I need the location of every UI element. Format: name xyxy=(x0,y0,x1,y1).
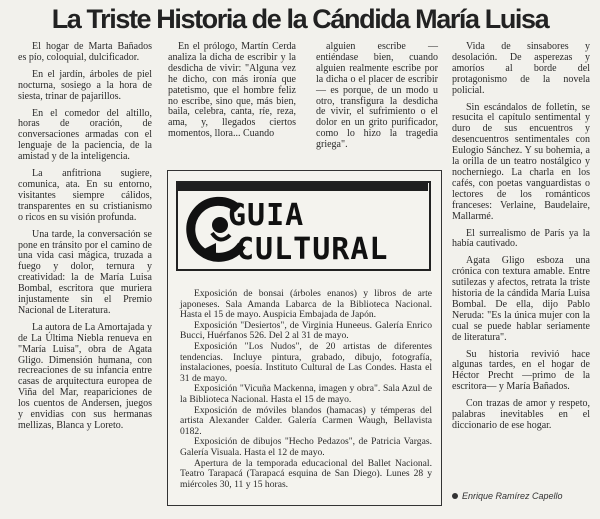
paragraph: Con trazas de amor y respeto, palabras inevitables en el diccionario de ese hogar. xyxy=(452,398,590,431)
guide-item: Exposición de dibujos "Hecho Pedazos", de Patricia Vargas. Galería Visuala. Hasta el 12 de mayo. xyxy=(180,436,432,458)
logo-line-1: GUIA xyxy=(228,198,305,233)
logo-wordmark xyxy=(228,199,433,267)
paragraph: alguien escribe —entiéndase bien, cuando alguien realmente escribe por la dicha o el placer de escribir— es porque, de un modo u otro, transfigura la desdicha de vivir, el sufrimiento o el dolor en un grito purificador, como lo hizo la tragedia griega". xyxy=(316,41,438,151)
author-byline xyxy=(452,491,592,501)
paragraph: El surrealismo de París ya la había cautivado. xyxy=(452,227,590,250)
paragraph: Vida de sinsabores y desolación. De asperezas y amoríos al borde del protagonismo de la novela policial. xyxy=(452,41,590,96)
paragraph: La autora de La Amortajada y de La Última Niebla renueva en "María Luisa", obra de Agata Gligo. Dimensión humana, con recreaciones de su infancia entre casas de arquitectura europea de Viña del Mar, reapariciones de los cuentos de Andersen, juegos y envidias con sus hermanas mellizas, Blanca y Loreto. xyxy=(18,321,152,431)
paragraph: El hogar de Marta Bañados es pío, coloquial, dulcificador. xyxy=(18,41,152,63)
paragraph: Una tarde, la conversación se pone en tránsito por el camino de una vida casi mágica, truzada a fuego y dolor, ternura y creatividad: la de María Luisa Bombal, escritora que muriera injustamente sin el Premio Nacional de Literatura. xyxy=(18,228,152,316)
guide-item: Apertura de la temporada educacional del Ballet Nacional. Teatro Tarapacá (Tarapacá esquina de San Diego). Lunes 28 y miércoles 30, 11 y 15 horas. xyxy=(180,457,432,490)
paragraph: En el prólogo, Martín Cerda analiza la dicha de escribir y la desdicha de vivir: "Alguna vez he dicho, con más ironía que patetismo, que el hombre feliz no escribe, sino que, más bien, baila, celebra, canta, ríe, reza, ama, y, llegados ciertos momentos, llora... Cuando xyxy=(168,41,296,140)
article-column-4 xyxy=(452,42,590,438)
guide-item: Exposición de móviles blandos (hamacas) y témperas del artista Alexander Calder. Galería Carmen Waugh, Bellavista 0182. xyxy=(180,404,432,437)
article-headline: La Triste Historia de la Cándida María Luisa xyxy=(51,4,549,34)
article-column-1 xyxy=(18,42,152,438)
paragraph: La anfitriona sugiere, comunica, ata. En su entorno, visitantes siempre cálidos, transparentes en su cristianismo o ricos en su visión profunda. xyxy=(18,168,152,223)
logo-top-bar xyxy=(178,183,428,191)
paragraph: Su historia revivió hace algunas tardes, en el hogar de Héctor Precht —primo de la escritora— y María Bañados. xyxy=(452,348,590,393)
paragraph: En el jardín, árboles de piel nocturna, sosiego a la hora de siesta, trinar de pajarillos. xyxy=(18,68,152,102)
paragraph: Sin escándalos de folletín, se resucita el capítulo sentimental y duro de sus encuentros y desencuentros sentimentales con Eulogio Sánchez. Y su bohemia, a la orilla de un teatro nostálgico y nocherniego. La charla en los cafés, con poetas vanguardistas o lectores de los románticos franceses: Verlaine, Baudelaire, Mallarmé. xyxy=(452,101,590,222)
guide-item: Exposición "Desiertos", de Virginia Huneeus. Galería Enrico Bucci, Huérfanos 526. Del 2 al 31 de mayo. xyxy=(180,319,432,342)
paragraph: En el comedor del altillo, horas de oración, de conversaciones armadas con el lenguaje de la paciencia, de la amistad y de la inteligencia. xyxy=(18,107,152,163)
guide-listings xyxy=(180,289,432,490)
guide-item: Exposición de bonsai (árboles enanos) y libros de arte japoneses. Sala Amanda Labarca de la Biblioteca Nacional. Hasta el 15 de mayo. Auspicia Embajada de Japón. xyxy=(180,288,432,321)
logo-line-2: CULTURAL xyxy=(236,232,389,267)
bullet-icon xyxy=(452,493,458,499)
article-column-2 xyxy=(168,42,296,146)
guia-cultural-logo xyxy=(176,181,431,271)
guide-item: Exposición "Vicuña Mackenna, imagen y obra". Sala Azul de la Biblioteca Nacional. Hasta el 15 de mayo. xyxy=(180,383,432,405)
guide-item: Exposición "Los Nudos", de 20 artistas de diferentes tendencias. Incluye pintura, grabado, dibujo, fotografía, instalaciones, poesía. Instituto Cultural de Las Condes. Hasta el 31 de mayo. xyxy=(180,340,432,384)
article-column-3 xyxy=(316,42,438,157)
author-name: Enrique Ramírez Capello xyxy=(462,491,563,501)
paragraph: Agata Gligo esboza una crónica con textura amable. Entre sutilezas y afectos, retrata la triste historia de la cándida María Luisa Bombal. De ella, dijo Pablo Neruda: "Es la única mujer con la cual se puede hablar seriamente de literatura". xyxy=(452,255,590,343)
guia-cultural-box xyxy=(167,170,442,506)
